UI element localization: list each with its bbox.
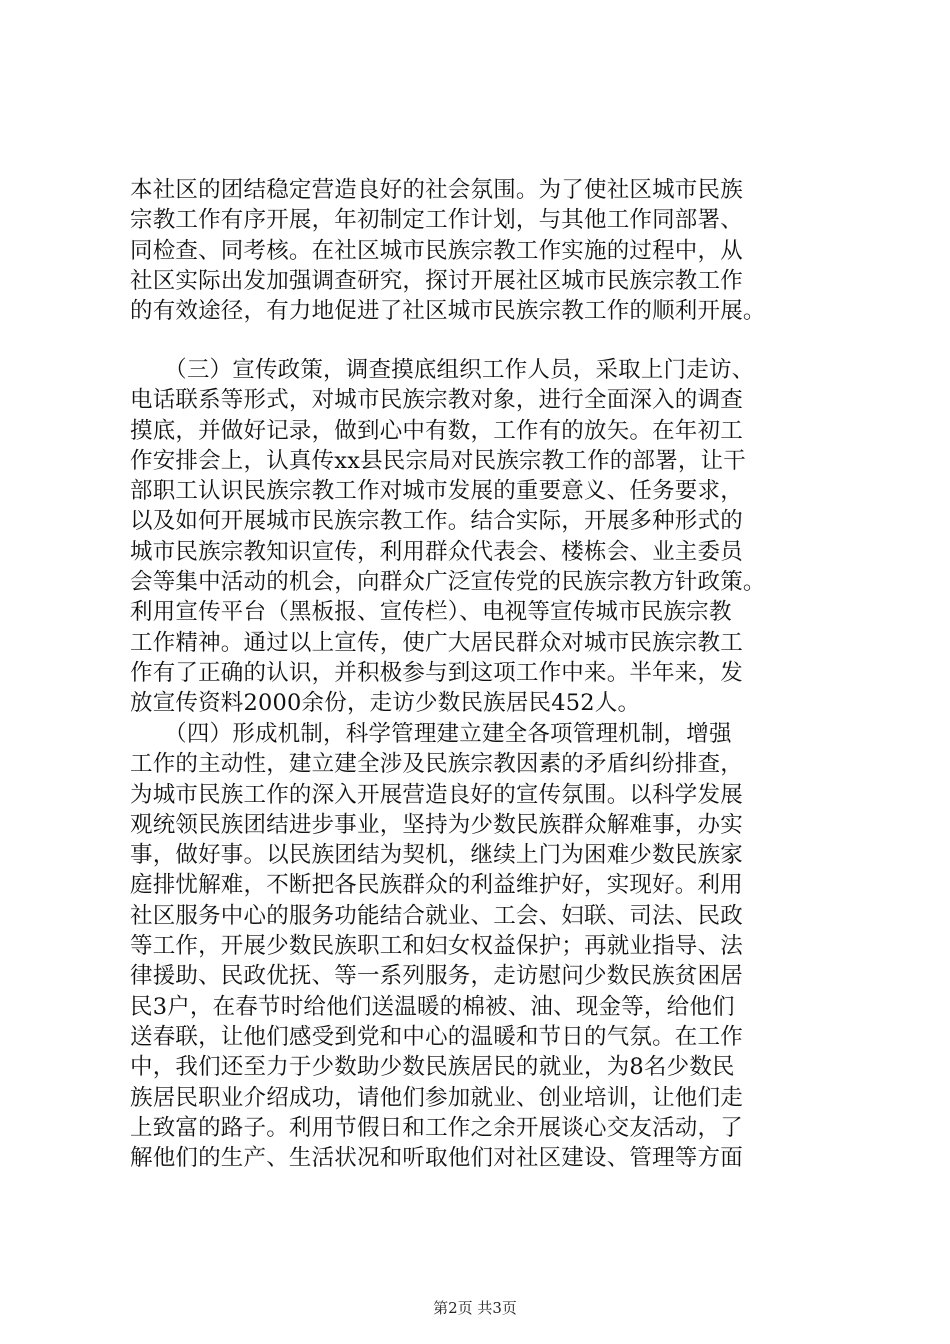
text-line: 部职工认识民族宗教工作对城市发展的重要意义、任务要求， [130,478,743,505]
text-line: 会等集中活动的机会，向群众广泛宣传党的民族宗教方针政策。 [130,569,766,596]
text-line: 律援助、民政优抚、等一系列服务，走访慰问少数民族贫困居 [130,963,743,990]
text-line: 以及如何开展城市民族宗教工作。结合实际，开展多种形式的 [130,508,743,535]
text-line: 等工作，开展少数民族职工和妇女权益保护；再就业指导、法 [130,933,743,960]
text-line: 同检查、同考核。在社区城市民族宗教工作实施的过程中，从 [130,237,743,264]
paragraph-community-work [130,175,845,326]
text-line: 族居民职业介绍成功，请他们参加就业、创业培训，让他们走 [130,1084,743,1111]
text-line: 工作精神。通过以上宣传，使广大居民群众对城市民族宗教工 [130,629,743,656]
text-line: 上致富的路子。利用节假日和工作之余开展谈心交友活动，了 [130,1114,743,1141]
paragraph-section-three [130,355,845,719]
text-line: 放宣传资料2000余份，走访少数民族居民452人。 [130,690,641,717]
text-line: 观统领民族团结进步事业，坚持为少数民族群众解难事，办实 [130,811,743,838]
text-line: 宗教工作有序开展，年初制定工作计划，与其他工作同部署、 [130,207,743,234]
text-line: 事，做好事。以民族团结为契机，继续上门为困难少数民族家 [130,842,743,869]
text-line: （三）宣传政策，调查摸底组织工作人员，采取上门走访、 [130,357,755,383]
text-line: 摸底，并做好记录，做到心中有数，工作有的放矢。在年初工 [130,417,743,444]
text-line: 本社区的团结稳定营造良好的社会氛围。为了使社区城市民族 [130,177,743,203]
text-line: （四）形成机制，科学管理建立建全各项管理机制，增强 [130,721,732,747]
text-line: 的有效途径，有力地促进了社区城市民族宗教工作的顺利开展。 [130,298,766,325]
paragraph-section-four [130,719,845,1173]
text-line: 作安排会上，认真传xx县民宗局对民族宗教工作的部署，让干 [130,447,746,474]
text-line: 社区实际出发加强调查研究，探讨开展社区城市民族宗教工作 [130,267,743,294]
text-line: 利用宣传平台（黑板报、宣传栏）、电视等宣传城市民族宗教 [130,599,732,626]
page-number-footer: 第2页 共3页 [433,1299,517,1317]
text-line: 为城市民族工作的深入开展营造良好的宣传氛围。以科学发展 [130,781,743,808]
text-line: 民3户，在春节时给他们送温暖的棉被、油、现金等，给他们 [130,993,735,1020]
text-line: 庭排忧解难，不断把各民族群众的利益维护好，实现好。利用 [130,872,743,899]
text-line: 送春联，让他们感受到党和中心的温暖和节日的气氛。在工作 [130,1023,743,1050]
text-line: 社区服务中心的服务功能结合就业、工会、妇联、司法、民政 [130,902,743,929]
text-line: 作有了正确的认识，并积极参与到这项工作中来。半年来，发 [130,659,743,686]
text-line: 工作的主动性，建立建全涉及民族宗教因素的矛盾纠纷排查， [130,751,743,778]
text-line: 中，我们还至力于少数助少数民族居民的就业，为8名少数民 [130,1054,735,1081]
text-line: 城市民族宗教知识宣传，利用群众代表会、楼栋会、业主委员 [130,538,743,565]
text-line: 解他们的生产、生活状况和听取他们对社区建设、管理等方面 [130,1145,743,1172]
text-line: 电话联系等形式，对城市民族宗教对象，进行全面深入的调查 [130,387,743,414]
